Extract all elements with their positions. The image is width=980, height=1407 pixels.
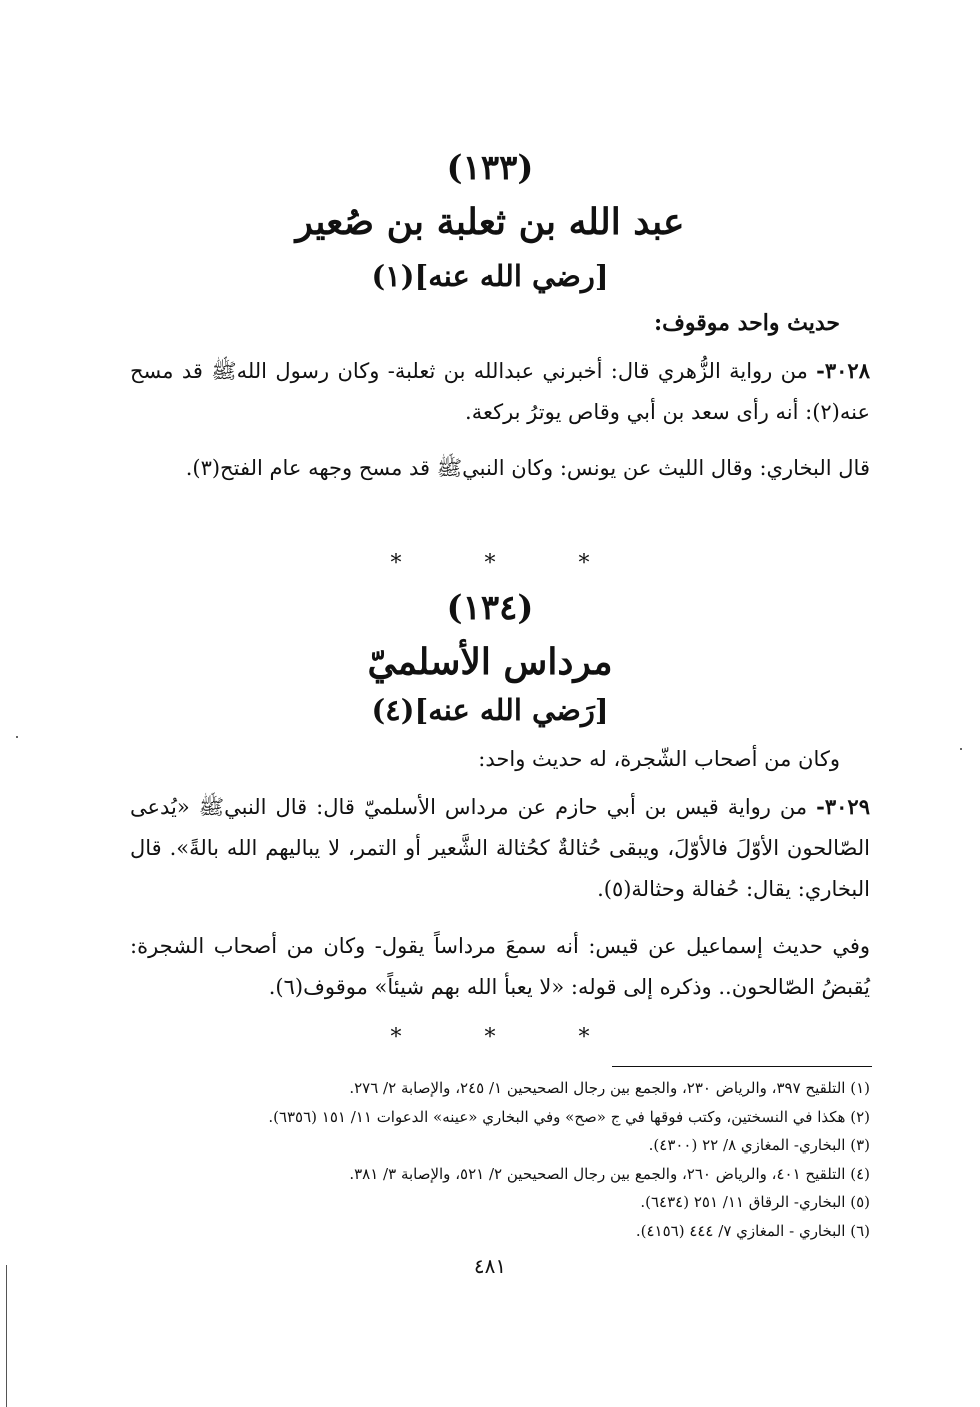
scan-margin-line bbox=[6, 1265, 7, 1407]
section-separator: * * * bbox=[390, 551, 628, 576]
chapter-honorific-134: [رَضي الله عنه](٤) bbox=[371, 693, 609, 727]
chapter-title-134: مرداس الأسلميّ bbox=[367, 641, 613, 683]
chapter-title-133: عبد الله بن ثعلبة بن صُعير bbox=[295, 201, 685, 243]
scan-speck bbox=[16, 736, 18, 738]
footnotes bbox=[130, 1074, 870, 1245]
footnote-1: (١) التلقيح ٣٩٧، والرياض ٢٣٠، والجمع بين رجال الصحيحين ١/ ٢٤٥، والإصابة ٢/ ٢٧٦. bbox=[349, 1079, 870, 1097]
hadith-3029 bbox=[130, 786, 870, 910]
chapter-honorific-133: [رضي الله عنه](١) bbox=[371, 259, 609, 293]
footnote-2: (٢) هكذا في النسختين، وكتب فوقها في ج «صح» وفي البخاري «عينه» الدعوات ١١/ ١٥١ (٦٣٥٦). bbox=[268, 1107, 870, 1126]
hadith-text: من رواية الزُّهري قال: أخبرني عبدالله بن ثعلبة- وكان رسول اللهﷺ قد مسح عنه(٢): أنه رأى سعد بن أبي وقاص يوترُ بركعة. bbox=[130, 359, 870, 424]
bukhari-note-133: قال البخاري: وقال الليث عن يونس: وكان النبيﷺ قد مسح وجهه عام الفتح(٣). bbox=[185, 456, 870, 480]
footnote-3: (٣) البخاري- المغازي ٨/ ٢٢ (٤٣٠٠). bbox=[648, 1136, 870, 1154]
ismail-note-134: وفي حديث إسماعيل عن قيس: أنه سمعَ مرداساً يقول- وكان من أصحاب الشجرة: يُقبضُ الصّالحون.. وذكره إلى قوله: «لا يعبأ الله بهم شيئاً» موقوف(٦). bbox=[130, 934, 870, 999]
hadith-number: ٣٠٢٨- bbox=[816, 358, 870, 383]
chapter-number-134: (١٣٤) bbox=[446, 588, 534, 628]
hadith-3028 bbox=[130, 350, 870, 433]
page-number: ٤٨١ bbox=[473, 1254, 507, 1278]
section-separator: * * * bbox=[390, 1025, 628, 1050]
footnote-divider bbox=[612, 1066, 872, 1067]
hadith-text: من رواية قيس بن أبي حازم عن مرداس الأسلميّ قال: قال النبيﷺ «يُدعى الصّالحون الأوّلَ فالأوّلَ، ويبقى حُثالةٌ كحُثالة الشَّعير أو التمر، لا يباليهم الله بالةً». قال البخاري: يقال: حُفالة وحثالة(٥). bbox=[130, 795, 870, 901]
chapter-number-133: (١٣٣) bbox=[446, 148, 534, 188]
footnote-4: (٤) التلقيح ٤٠١، والرياض ٢٦٠، والجمع بين رجال الصحيحين ٢/ ٥٢١، والإصابة ٣/ ٣٨١. bbox=[349, 1164, 870, 1183]
chapter-intro-134: وكان من أصحاب الشّجرة، له حديث واحد: bbox=[478, 747, 840, 771]
footnote-5: (٥) البخاري- الرقاق ١١/ ٢٥١ (٦٤٣٤). bbox=[640, 1193, 870, 1211]
chapter-intro-133: حديث واحد موقوف: bbox=[653, 310, 840, 336]
scan-speck bbox=[960, 748, 962, 750]
footnote-6: (٦) البخاري - المغازي ٧/ ٤٤٤ (٤١٥٦). bbox=[635, 1221, 870, 1240]
hadith-number: ٣٠٢٩- bbox=[816, 794, 870, 819]
